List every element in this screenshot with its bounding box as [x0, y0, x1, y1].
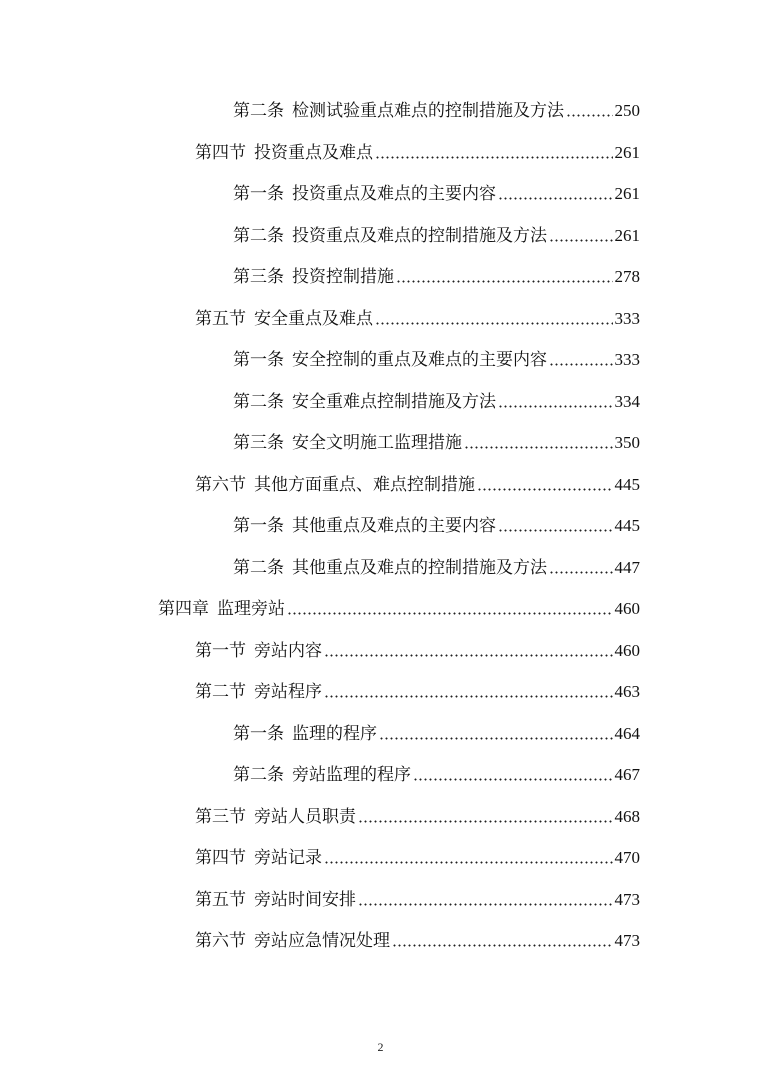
toc-entry-title: 旁站程序: [254, 682, 322, 702]
toc-dot-leader: [549, 353, 613, 367]
toc-entry-page: 463: [614, 682, 640, 701]
toc-dot-leader: [324, 851, 613, 865]
toc-entry[interactable]: [195, 302, 640, 330]
toc-entry[interactable]: [233, 426, 640, 454]
toc-dot-leader: [498, 519, 613, 533]
toc-dot-leader: [396, 270, 613, 284]
toc-entry-label: 第二条: [233, 225, 284, 246]
toc-entry[interactable]: [233, 758, 640, 786]
toc-entry-title: 旁站内容: [254, 640, 322, 661]
toc-entry-page: 467: [614, 765, 640, 784]
toc-entry-label: 第二条: [233, 765, 284, 785]
toc-entry-label: 第二条: [233, 557, 284, 578]
toc-dot-leader: [375, 312, 613, 326]
toc-entry-label: 第三条: [233, 433, 284, 453]
toc-entry-title: 其他重点及难点的控制措施及方法: [292, 557, 547, 578]
toc-entry-page: 473: [614, 931, 640, 950]
toc-entry[interactable]: [233, 509, 640, 537]
toc-entry-title: 旁站时间安排: [254, 889, 356, 910]
toc-entry[interactable]: [158, 592, 640, 620]
toc-entry-page: 473: [614, 889, 640, 909]
toc-dot-leader: [549, 561, 613, 575]
toc-dot-leader: [324, 644, 613, 658]
toc-dot-leader: [549, 229, 613, 243]
toc-entry-page: 460: [614, 599, 640, 618]
toc-dot-leader: [358, 893, 613, 907]
toc-entry-label: 第五节: [195, 308, 246, 329]
toc-dot-leader: [413, 768, 613, 782]
toc-entry-label: 第二节: [195, 682, 246, 702]
toc-entry-page: 445: [614, 474, 640, 494]
toc-entry-page: 261: [614, 142, 640, 162]
toc-entry-page: 468: [614, 806, 640, 826]
toc-entry-label: 第六节: [195, 931, 246, 951]
toc-entry-title: 安全重点及难点: [254, 308, 373, 329]
toc-entry[interactable]: [233, 551, 640, 579]
toc-entry-title: 其他方面重点、难点控制措施: [254, 474, 475, 495]
toc-dot-leader: [358, 810, 613, 824]
toc-entry-label: 第一节: [195, 640, 246, 661]
toc-entry-page: 350: [614, 433, 640, 452]
toc-dot-leader: [477, 478, 613, 492]
toc-entry[interactable]: [233, 260, 640, 288]
toc-entry-page: 250: [614, 101, 640, 120]
toc-entry[interactable]: [233, 343, 640, 371]
toc-dot-leader: [464, 436, 613, 450]
toc-entry[interactable]: [233, 717, 640, 745]
toc-entry[interactable]: [195, 841, 640, 869]
toc-dot-leader: [498, 187, 613, 201]
page-number: 2: [377, 1040, 384, 1054]
toc-entry-label: 第五节: [195, 889, 246, 910]
toc-entry-title: 投资重点及难点的控制措施及方法: [292, 225, 547, 246]
toc-entry-title: 其他重点及难点的主要内容: [292, 516, 496, 536]
toc-entry-page: 460: [614, 640, 640, 660]
toc-entry-label: 第一条: [233, 350, 284, 370]
toc-entry-label: 第三条: [233, 267, 284, 287]
toc-entry-title: 安全文明施工监理措施: [292, 433, 462, 453]
toc-entry-title: 安全控制的重点及难点的主要内容: [292, 350, 547, 370]
toc-entry[interactable]: [233, 219, 640, 247]
toc-entry-title: 监理的程序: [292, 723, 377, 744]
toc-entry-title: 旁站监理的程序: [292, 765, 411, 785]
toc-entry-page: 447: [614, 557, 640, 577]
toc-entry-title: 监理旁站: [217, 599, 285, 619]
toc-entry[interactable]: [195, 136, 640, 164]
toc-entry-page: 333: [614, 308, 640, 328]
toc-dot-leader: [324, 685, 613, 699]
toc-entry-title: 投资重点及难点的主要内容: [292, 184, 496, 204]
toc-entry-label: 第四节: [195, 142, 246, 163]
toc-entry-page: 261: [614, 184, 640, 203]
toc-entry-page: 470: [614, 848, 640, 867]
toc-entry[interactable]: [233, 94, 640, 122]
toc-dot-leader: [375, 146, 613, 160]
toc-entry-title: 旁站应急情况处理: [254, 931, 390, 951]
toc-dot-leader: [287, 602, 613, 616]
toc-entry-label: 第四章: [158, 599, 209, 619]
toc-entry-page: 261: [614, 225, 640, 245]
toc-entry-page: 278: [614, 267, 640, 286]
toc-entry-page: 334: [614, 391, 640, 411]
toc-dot-leader: [566, 104, 613, 118]
toc-entry-title: 旁站记录: [254, 848, 322, 868]
toc-entry-title: 投资重点及难点: [254, 142, 373, 163]
toc-dot-leader: [379, 727, 613, 741]
toc-entry-page: 333: [614, 350, 640, 369]
toc-entry-label: 第三节: [195, 806, 246, 827]
toc-dot-leader: [498, 395, 613, 409]
toc-entry-label: 第二条: [233, 391, 284, 412]
toc-entry-label: 第一条: [233, 184, 284, 204]
toc-entry-label: 第四节: [195, 848, 246, 868]
toc-entry-page: 464: [614, 723, 640, 743]
toc-entry[interactable]: [195, 675, 640, 703]
toc-entry[interactable]: [233, 385, 640, 413]
toc-entry-page: 445: [614, 516, 640, 535]
toc-entry[interactable]: [233, 177, 640, 205]
toc-dot-leader: [392, 934, 613, 948]
toc-entry-title: 投资控制措施: [292, 267, 394, 287]
toc-entry-title: 检测试验重点难点的控制措施及方法: [292, 101, 564, 121]
toc-entry[interactable]: [195, 634, 640, 662]
toc-entry-label: 第一条: [233, 723, 284, 744]
toc-entry-label: 第一条: [233, 516, 284, 536]
toc-entry[interactable]: [195, 883, 640, 911]
toc-entry[interactable]: [195, 800, 640, 828]
toc-entry-title: 安全重难点控制措施及方法: [292, 391, 496, 412]
toc-entry[interactable]: [195, 468, 640, 496]
toc-entry-label: 第六节: [195, 474, 246, 495]
toc-entry-label: 第二条: [233, 101, 284, 121]
toc-entry[interactable]: [195, 924, 640, 952]
toc-entry-title: 旁站人员职责: [254, 806, 356, 827]
